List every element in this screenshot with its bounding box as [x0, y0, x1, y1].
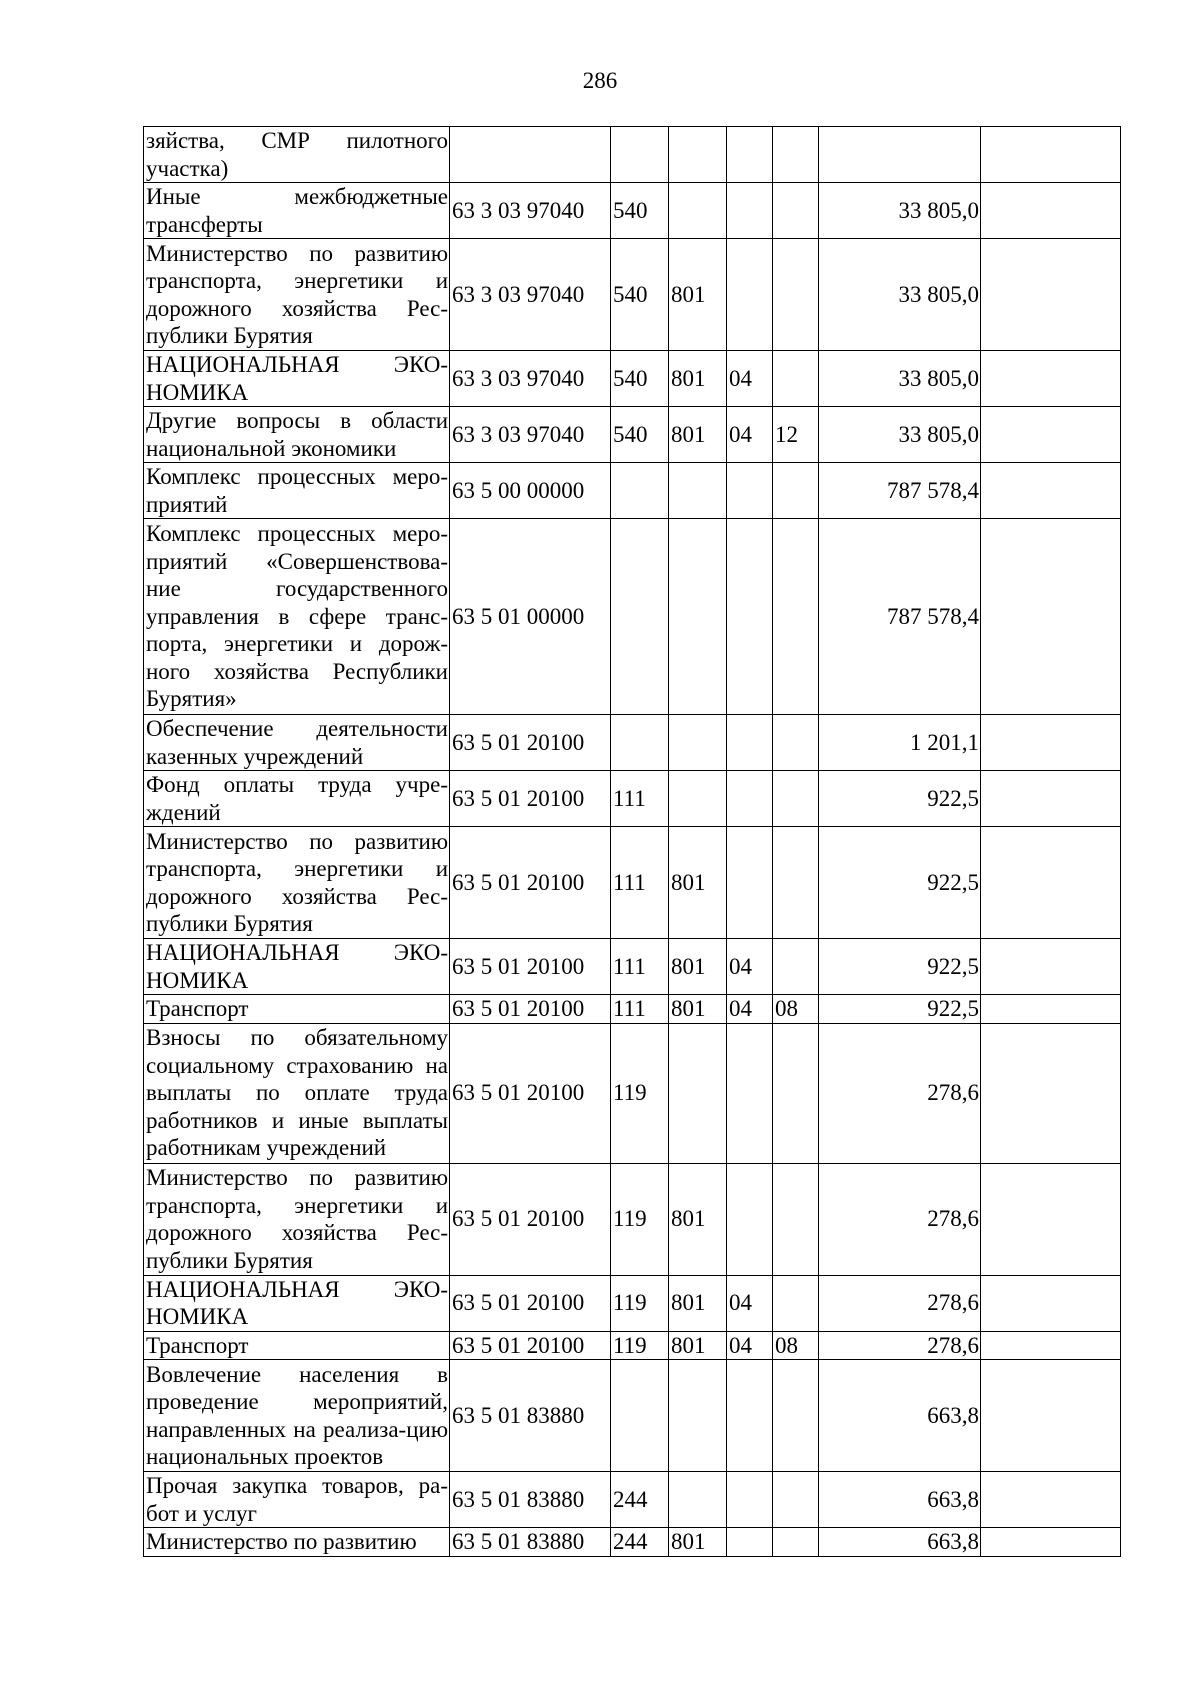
expense-type-cell: 111 — [611, 995, 669, 1024]
extra-cell — [981, 1331, 1121, 1360]
item-name-cell: НАЦИОНАЛЬНАЯ ЭКО-НОМИКА — [144, 1275, 450, 1331]
target-article-cell: 63 5 01 20100 — [450, 1023, 611, 1163]
amount-cell: 922,5 — [819, 939, 981, 995]
administrator-cell: 801 — [669, 1163, 727, 1275]
section-cell — [727, 715, 773, 771]
section-cell: 04 — [727, 351, 773, 407]
target-article-cell: 63 5 01 20100 — [450, 715, 611, 771]
subsection-cell — [773, 239, 819, 351]
table-row — [144, 939, 1121, 995]
item-name-cell: Министерство по развитию транспорта, энергетики и дорожного хозяйства Рес-публики Бурятия — [144, 1163, 450, 1275]
item-name-cell: Иные межбюджетные трансферты — [144, 183, 450, 239]
expense-type-cell: 244 — [611, 1528, 669, 1557]
subsection-cell — [773, 1275, 819, 1331]
expense-type-cell: 540 — [611, 351, 669, 407]
administrator-cell — [669, 463, 727, 519]
item-name-cell: Прочая закупка товаров, ра-бот и услуг — [144, 1472, 450, 1528]
expense-type-cell: 119 — [611, 1331, 669, 1360]
table-row — [144, 1163, 1121, 1275]
table-row — [144, 715, 1121, 771]
extra-cell — [981, 827, 1121, 939]
administrator-cell: 801 — [669, 239, 727, 351]
subsection-cell: 12 — [773, 407, 819, 463]
subsection-cell — [773, 183, 819, 239]
extra-cell — [981, 519, 1121, 715]
item-name-cell: Другие вопросы в области национальной экономики — [144, 407, 450, 463]
extra-cell — [981, 1163, 1121, 1275]
subsection-cell — [773, 827, 819, 939]
table-row — [144, 239, 1121, 351]
section-cell — [727, 771, 773, 827]
extra-cell — [981, 127, 1121, 183]
section-cell — [727, 239, 773, 351]
page-number: 286 — [582, 68, 618, 93]
expense-type-cell — [611, 127, 669, 183]
administrator-cell — [669, 1472, 727, 1528]
item-name-cell: Вовлечение населения в проведение мероприятий, направленных на реализа-цию национальных проектов — [144, 1360, 450, 1472]
section-cell — [727, 519, 773, 715]
extra-cell — [981, 407, 1121, 463]
extra-cell — [981, 939, 1121, 995]
item-name-cell: Взносы по обязательному социальному страхованию на выплаты по оплате труда работников и иные выплаты работникам учреждений — [144, 1023, 450, 1163]
section-cell — [727, 463, 773, 519]
administrator-cell: 801 — [669, 995, 727, 1024]
table-row — [144, 127, 1121, 183]
amount-cell: 663,8 — [819, 1528, 981, 1557]
expense-type-cell: 119 — [611, 1275, 669, 1331]
expense-type-cell: 244 — [611, 1472, 669, 1528]
extra-cell — [981, 1275, 1121, 1331]
extra-cell — [981, 1472, 1121, 1528]
target-article-cell: 63 3 03 97040 — [450, 183, 611, 239]
extra-cell — [981, 995, 1121, 1024]
target-article-cell: 63 5 01 20100 — [450, 1163, 611, 1275]
table-row — [144, 995, 1121, 1024]
expense-type-cell — [611, 1360, 669, 1472]
expense-type-cell: 119 — [611, 1163, 669, 1275]
item-name-cell: Транспорт — [144, 995, 450, 1024]
administrator-cell — [669, 1360, 727, 1472]
amount-cell: 33 805,0 — [819, 239, 981, 351]
administrator-cell: 801 — [669, 1331, 727, 1360]
administrator-cell: 801 — [669, 827, 727, 939]
item-name-cell: НАЦИОНАЛЬНАЯ ЭКО-НОМИКА — [144, 939, 450, 995]
section-cell: 04 — [727, 939, 773, 995]
expense-type-cell: 540 — [611, 407, 669, 463]
table-row — [144, 1023, 1121, 1163]
table-row — [144, 1360, 1121, 1472]
amount-cell: 663,8 — [819, 1472, 981, 1528]
item-name-cell: Транспорт — [144, 1331, 450, 1360]
amount-cell: 922,5 — [819, 771, 981, 827]
table-row — [144, 1472, 1121, 1528]
target-article-cell: 63 3 03 97040 — [450, 239, 611, 351]
amount-cell: 787 578,4 — [819, 519, 981, 715]
extra-cell — [981, 771, 1121, 827]
subsection-cell — [773, 1163, 819, 1275]
amount-cell: 278,6 — [819, 1163, 981, 1275]
target-article-cell: 63 5 01 20100 — [450, 771, 611, 827]
item-name-cell: Комплекс процессных меро-приятий «Совершенствова-ние государственного управления в сфере транс-порта, энергетики и дорож-ного хозяйства Республики Бурятия» — [144, 519, 450, 715]
table-row — [144, 463, 1121, 519]
expense-type-cell: 111 — [611, 771, 669, 827]
table-row — [144, 1528, 1121, 1557]
section-cell — [727, 827, 773, 939]
administrator-cell — [669, 183, 727, 239]
expense-type-cell: 540 — [611, 239, 669, 351]
subsection-cell: 08 — [773, 995, 819, 1024]
extra-cell — [981, 1360, 1121, 1472]
item-name-cell: НАЦИОНАЛЬНАЯ ЭКО-НОМИКА — [144, 351, 450, 407]
subsection-cell — [773, 1360, 819, 1472]
administrator-cell — [669, 1023, 727, 1163]
table-row — [144, 351, 1121, 407]
section-cell — [727, 1528, 773, 1557]
extra-cell — [981, 463, 1121, 519]
table-row — [144, 519, 1121, 715]
subsection-cell — [773, 351, 819, 407]
expense-type-cell: 540 — [611, 183, 669, 239]
section-cell — [727, 1472, 773, 1528]
target-article-cell: 63 5 01 83880 — [450, 1472, 611, 1528]
item-name-cell: Министерство по развитию — [144, 1528, 450, 1557]
target-article-cell: 63 5 00 00000 — [450, 463, 611, 519]
budget-table — [143, 126, 1121, 1557]
extra-cell — [981, 239, 1121, 351]
amount-cell: 663,8 — [819, 1360, 981, 1472]
table-row — [144, 407, 1121, 463]
expense-type-cell — [611, 715, 669, 771]
amount-cell: 787 578,4 — [819, 463, 981, 519]
amount-cell: 33 805,0 — [819, 183, 981, 239]
subsection-cell — [773, 939, 819, 995]
section-cell: 04 — [727, 1331, 773, 1360]
table-body — [144, 127, 1121, 1557]
subsection-cell — [773, 1528, 819, 1557]
item-name-cell: Министерство по развитию транспорта, энергетики и дорожного хозяйства Рес-публики Бурятия — [144, 239, 450, 351]
administrator-cell — [669, 771, 727, 827]
subsection-cell — [773, 771, 819, 827]
section-cell — [727, 1023, 773, 1163]
subsection-cell — [773, 463, 819, 519]
amount-cell: 278,6 — [819, 1275, 981, 1331]
administrator-cell: 801 — [669, 1528, 727, 1557]
item-name-cell: зяйства, СМР пилотного участка) — [144, 127, 450, 183]
extra-cell — [981, 1528, 1121, 1557]
subsection-cell — [773, 519, 819, 715]
administrator-cell: 801 — [669, 351, 727, 407]
expense-type-cell: 111 — [611, 939, 669, 995]
subsection-cell — [773, 715, 819, 771]
subsection-cell: 08 — [773, 1331, 819, 1360]
administrator-cell: 801 — [669, 407, 727, 463]
section-cell — [727, 1360, 773, 1472]
subsection-cell — [773, 1472, 819, 1528]
amount-cell — [819, 127, 981, 183]
subsection-cell — [773, 127, 819, 183]
target-article-cell: 63 5 01 00000 — [450, 519, 611, 715]
amount-cell: 278,6 — [819, 1331, 981, 1360]
section-cell — [727, 183, 773, 239]
item-name-cell: Обеспечение деятельности казенных учреждений — [144, 715, 450, 771]
section-cell — [727, 1163, 773, 1275]
section-cell: 04 — [727, 407, 773, 463]
section-cell: 04 — [727, 1275, 773, 1331]
expense-type-cell: 119 — [611, 1023, 669, 1163]
table-row — [144, 183, 1121, 239]
expense-type-cell — [611, 463, 669, 519]
expense-type-cell — [611, 519, 669, 715]
administrator-cell: 801 — [669, 939, 727, 995]
section-cell — [727, 127, 773, 183]
target-article-cell: 63 5 01 20100 — [450, 995, 611, 1024]
table-row — [144, 827, 1121, 939]
item-name-cell: Министерство по развитию транспорта, энергетики и дорожного хозяйства Рес-публики Бурятия — [144, 827, 450, 939]
extra-cell — [981, 715, 1121, 771]
administrator-cell — [669, 519, 727, 715]
target-article-cell: 63 3 03 97040 — [450, 351, 611, 407]
administrator-cell — [669, 127, 727, 183]
amount-cell: 33 805,0 — [819, 407, 981, 463]
amount-cell: 922,5 — [819, 995, 981, 1024]
target-article-cell: 63 5 01 20100 — [450, 1331, 611, 1360]
expense-type-cell: 111 — [611, 827, 669, 939]
extra-cell — [981, 1023, 1121, 1163]
section-cell: 04 — [727, 995, 773, 1024]
amount-cell: 922,5 — [819, 827, 981, 939]
target-article-cell: 63 5 01 83880 — [450, 1528, 611, 1557]
table-row — [144, 771, 1121, 827]
administrator-cell: 801 — [669, 1275, 727, 1331]
amount-cell: 1 201,1 — [819, 715, 981, 771]
item-name-cell: Комплекс процессных меро-приятий — [144, 463, 450, 519]
amount-cell: 33 805,0 — [819, 351, 981, 407]
target-article-cell: 63 5 01 20100 — [450, 1275, 611, 1331]
table-row — [144, 1275, 1121, 1331]
extra-cell — [981, 183, 1121, 239]
table-row — [144, 1331, 1121, 1360]
target-article-cell — [450, 127, 611, 183]
target-article-cell: 63 5 01 83880 — [450, 1360, 611, 1472]
target-article-cell: 63 3 03 97040 — [450, 407, 611, 463]
item-name-cell: Фонд оплаты труда учре-ждений — [144, 771, 450, 827]
administrator-cell — [669, 715, 727, 771]
target-article-cell: 63 5 01 20100 — [450, 827, 611, 939]
extra-cell — [981, 351, 1121, 407]
target-article-cell: 63 5 01 20100 — [450, 939, 611, 995]
amount-cell: 278,6 — [819, 1023, 981, 1163]
subsection-cell — [773, 1023, 819, 1163]
